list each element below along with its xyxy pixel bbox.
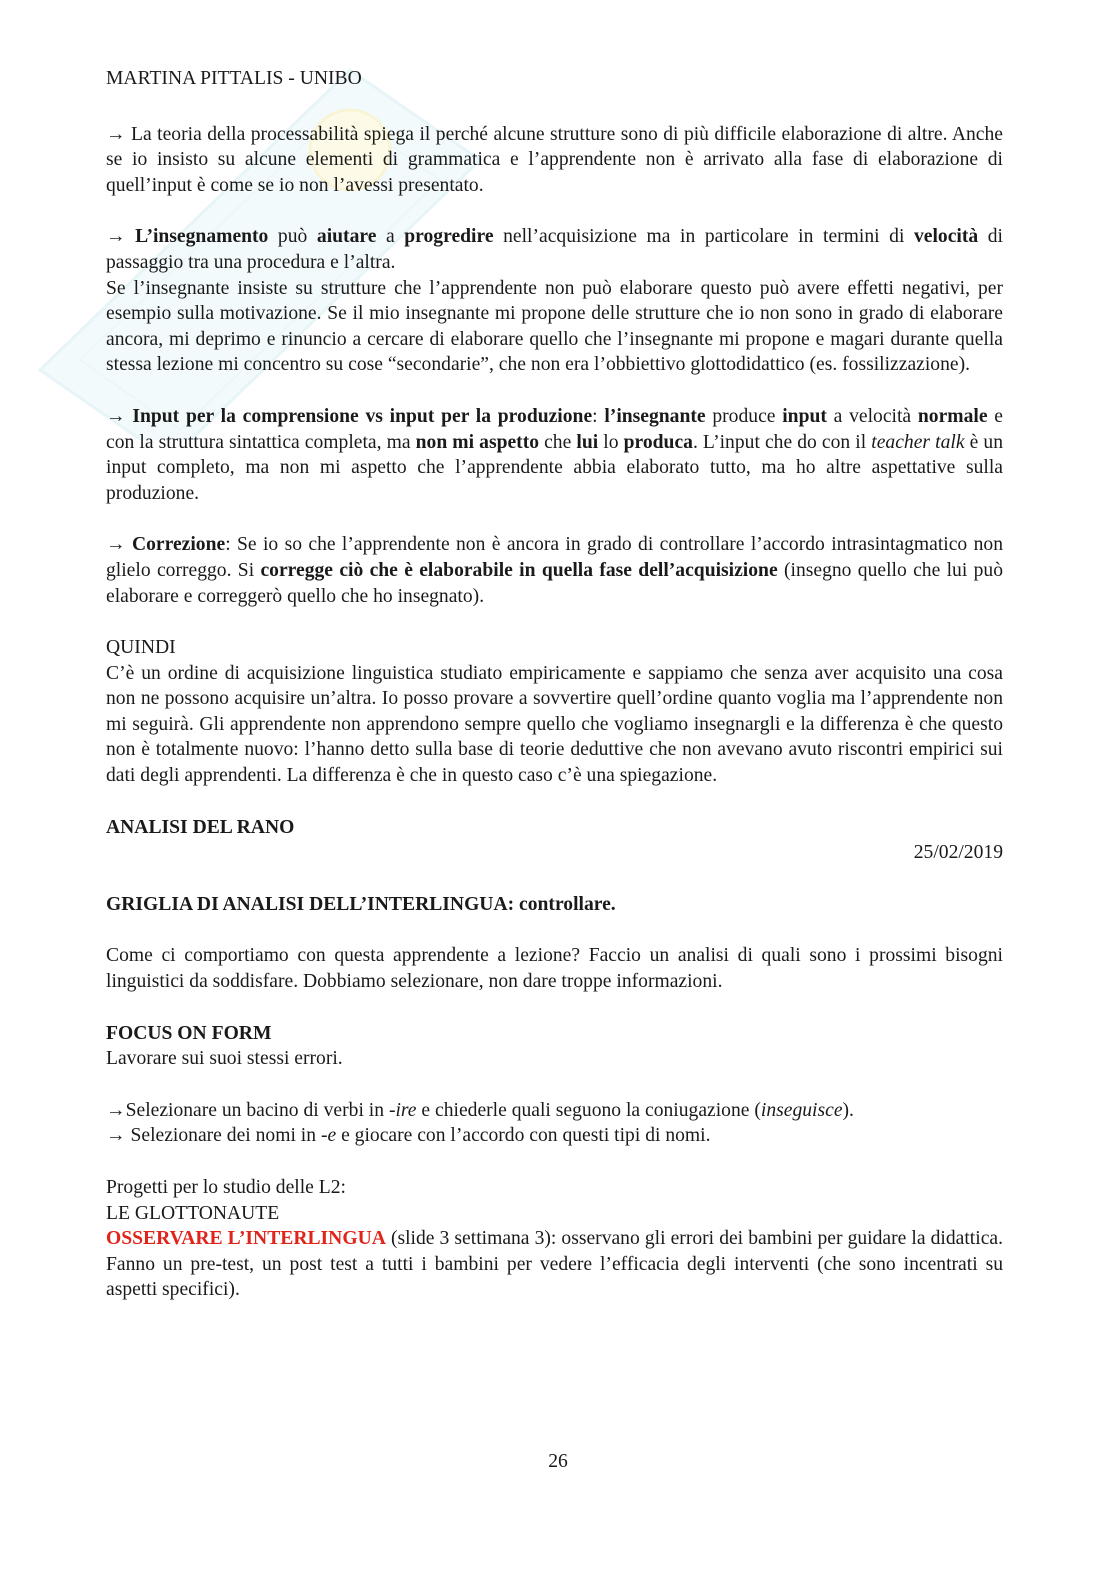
bullet-nomi-e: → Selezionare dei nomi in -e e giocare con l’accordo con questi tipi di nomi. bbox=[106, 1125, 711, 1147]
arrow-icon: → bbox=[106, 123, 126, 145]
progetti-line: Progetti per lo studio delle L2: bbox=[106, 1177, 346, 1198]
paragraph-osservare: OSSERVARE L’INTERLINGUA (slide 3 settimana 3): osservano gli errori dei bambini per guidare la didattica. Fanno un pre-test, un post test a tutti i bambini per vedere l’efficacia degli interventi (che sono incentrati su aspetti specifici). bbox=[106, 1228, 1003, 1301]
glottonaute-line: LE GLOTTONAUTE bbox=[106, 1202, 280, 1224]
page-content bbox=[106, 66, 1003, 1303]
griglia-heading: GRIGLIA DI ANALISI DELL’INTERLINGUA: controllare. bbox=[106, 893, 616, 915]
focus-text: Lavorare sui suoi stessi errori. bbox=[106, 1048, 343, 1070]
focus-heading: FOCUS ON FORM bbox=[106, 1022, 272, 1044]
arrow-icon: → bbox=[106, 226, 126, 248]
bullet-verbi-ire: →Selezionare un bacino di verbi in -ire e chiederle quali seguono la coniugazione (inseguisce). bbox=[106, 1099, 854, 1121]
lecture-date: 25/02/2019 bbox=[913, 842, 1003, 864]
paragraph-quindi: C’è un ordine di acquisizione linguistica studiato empiricamente e sappiamo che senza aver acquisito una cosa non ne possono acquisire un’altra. Io posso provare a sovvertire quell’ordine quanto voglia ma l’apprendente non mi seguirà. Gli apprendente non apprendono sempre quello che vogliamo insegnargli e la differenza è che questo non è totalmente nuovo: l’hanno detto sulla base di teorie deduttive che non avevano avuto riscontri empirici sui dati degli apprendenti. La differenza è che in questo caso c’è una spiegazione. bbox=[106, 662, 1003, 787]
page-header: MARTINA PITTALIS - UNIBO bbox=[106, 68, 362, 89]
arrow-icon: → bbox=[106, 1125, 126, 1147]
paragraph-come-ci-comportiamo: Come ci comportiamo con questa apprendente a lezione? Faccio un analisi di quali sono i prossimi bisogni linguistici da soddisfare. Dobbiamo selezionare, non dare troppe informazioni. bbox=[106, 945, 1003, 993]
arrow-icon: → bbox=[106, 1099, 126, 1121]
paragraph-correzione: → Correzione: Se io so che l’apprendente non è ancora in grado di controllare l’accordo intrasintagmatico non glielo correggo. Si corregge ciò che è elaborabile in quella fase dell’acquisizione (insegno quello che lui può elaborare e correggerò quello che ho insegnato). bbox=[106, 534, 1004, 607]
osservare-highlight: OSSERVARE L’INTERLINGUA bbox=[106, 1228, 386, 1250]
paragraph-input: → Input per la comprensione vs input per la produzione: l’insegnante produce input a velocità normale e con la struttura sintattica completa, ma non mi aspetto che lui lo produca. L’input che do con il teacher talk è un input completo, ma non mi aspetto che l’apprendente abbia elaborato tutto, ma ho altre aspettative sulla produzione. bbox=[106, 405, 1003, 504]
analisi-heading: ANALISI DEL RANO bbox=[106, 816, 295, 838]
paragraph-insegnante-insiste: Se l’insegnante insiste su strutture che l’apprendente non può elaborare questo può avere effetti negativi, per esempio sulla motivazione. Se il mio insegnante mi propone delle strutture che io non sono in grado di elaborare ancora, mi deprimo e rinuncio a cercare di elaborare quello che l’insegnante mi propone e magari durante quella stessa lezione mi concentro su cose “secondarie”, che non era l’obbiettivo glottodidattico (es. fossilizzazione). bbox=[106, 277, 1003, 376]
arrow-icon: → bbox=[106, 405, 126, 427]
quindi-heading: QUINDI bbox=[106, 637, 176, 659]
page-number: 26 bbox=[548, 1451, 568, 1472]
paragraph-processabilita: → La teoria della processabilità spiega il perché alcune strutture sono di più difficile elaborazione di altre. Anche se io insisto su alcune elementi di grammatica e l’apprendente non è arrivato alla fase di elaborazione di quell’input è come se io non l’avessi presentato. bbox=[106, 123, 1003, 196]
arrow-icon: → bbox=[106, 534, 126, 556]
paragraph-insegnamento: → L’insegnamento può aiutare a progredire nell’acquisizione ma in particolare in termini di velocità di passaggio tra una procedura e l’altra. bbox=[106, 226, 1004, 273]
